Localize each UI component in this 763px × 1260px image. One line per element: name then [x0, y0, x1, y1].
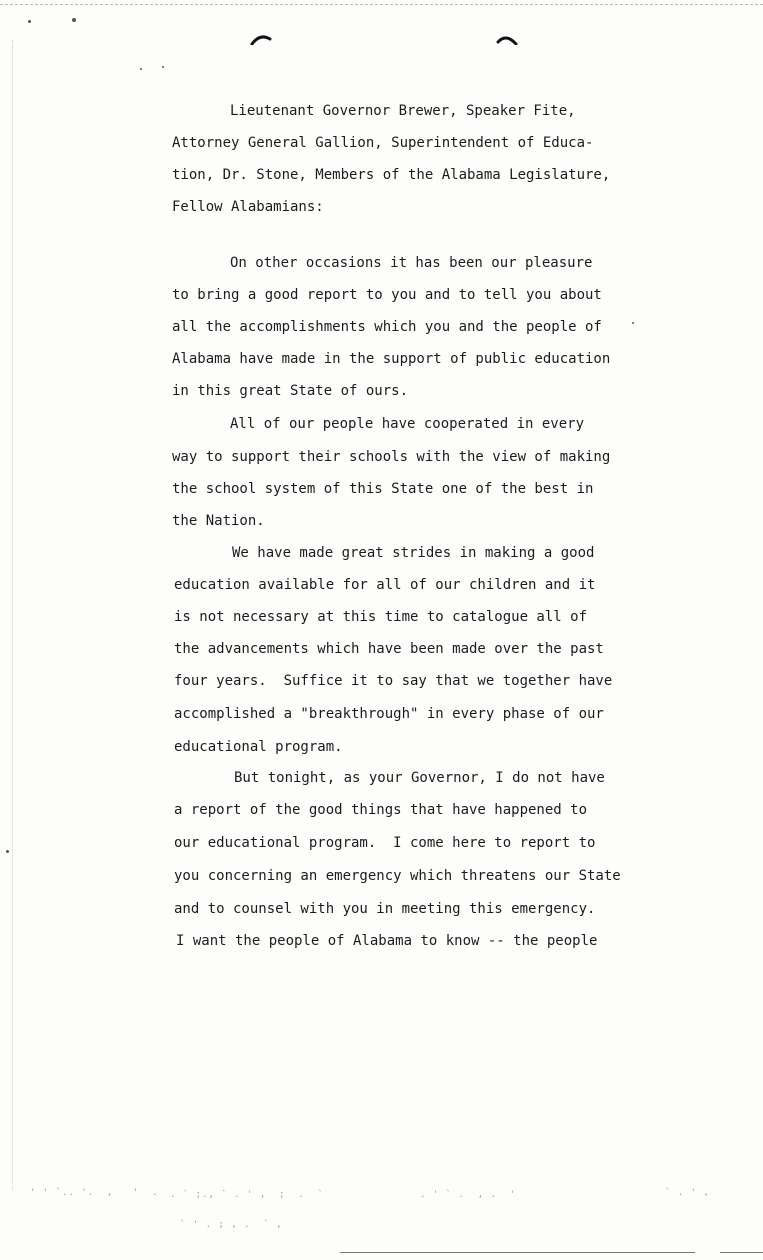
scan-noise: . ` ;., ` . ' , ; . `: [170, 1190, 325, 1200]
text-line: educational program.: [174, 739, 343, 755]
text-line: the school system of this State one of the best in: [172, 481, 594, 497]
text-line: All of our people have cooperated in every: [230, 416, 585, 432]
page-bottom-edge: [340, 1252, 695, 1253]
text-line: all the accomplishments which you and the people of: [172, 319, 602, 335]
text-line: On other occasions it has been our pleasure: [230, 255, 593, 271]
scan-noise: ' ' `.. '. , ' .: [30, 1188, 159, 1198]
text-line: is not necessary at this time to catalogue all of: [174, 609, 588, 625]
text-line: accomplished a "breakthrough" in every phase of our: [174, 706, 604, 722]
text-line: We have made great strides in making a good: [232, 545, 595, 561]
clip-mark-left-icon: [250, 33, 272, 45]
text-line: Fellow Alabamians:: [172, 199, 324, 215]
text-line: and to counsel with you in meeting this emergency.: [174, 901, 596, 917]
text-line: But tonight, as your Governor, I do not have: [234, 770, 605, 786]
text-line: in this great State of ours.: [172, 383, 409, 399]
text-line: Alabama have made in the support of public education: [172, 351, 611, 367]
scan-speck: [72, 18, 76, 22]
scan-noise: ` ' . ; , . ` ,: [180, 1220, 283, 1230]
scan-speck: [6, 850, 9, 853]
text-line: to bring a good report to you and to tell you about: [172, 287, 602, 303]
text-line: education available for all of our children and it: [174, 577, 596, 593]
scan-noise: . ' ` . , . ': [420, 1190, 517, 1200]
scan-speck: [140, 68, 142, 70]
page-bottom-edge: [720, 1252, 763, 1253]
text-line: four years. Suffice it to say that we together have: [174, 673, 613, 689]
text-line: Lieutenant Governor Brewer, Speaker Fite,: [230, 103, 576, 119]
page-top-edge: [0, 4, 763, 5]
text-line: I want the people of Alabama to know -- the people: [176, 933, 598, 949]
scan-speck: [28, 20, 31, 23]
scan-speck: [162, 66, 164, 68]
text-line: Attorney General Gallion, Superintendent of Educa-: [172, 135, 594, 151]
scan-speck: [632, 322, 634, 324]
text-line: our educational program. I come here to report to: [174, 835, 596, 851]
text-line: way to support their schools with the view of making: [172, 449, 611, 465]
text-line: a report of the good things that have happened to: [174, 802, 588, 818]
text-line: you concerning an emergency which threatens our State: [174, 868, 621, 884]
text-line: the Nation.: [172, 513, 265, 529]
text-line: the advancements which have been made over the past: [174, 641, 604, 657]
page-left-edge: [12, 40, 13, 1190]
clip-mark-right-icon: [496, 33, 518, 45]
scan-noise: ` . ' ,: [665, 1188, 710, 1198]
text-line: tion, Dr. Stone, Members of the Alabama Legislature,: [172, 167, 611, 183]
